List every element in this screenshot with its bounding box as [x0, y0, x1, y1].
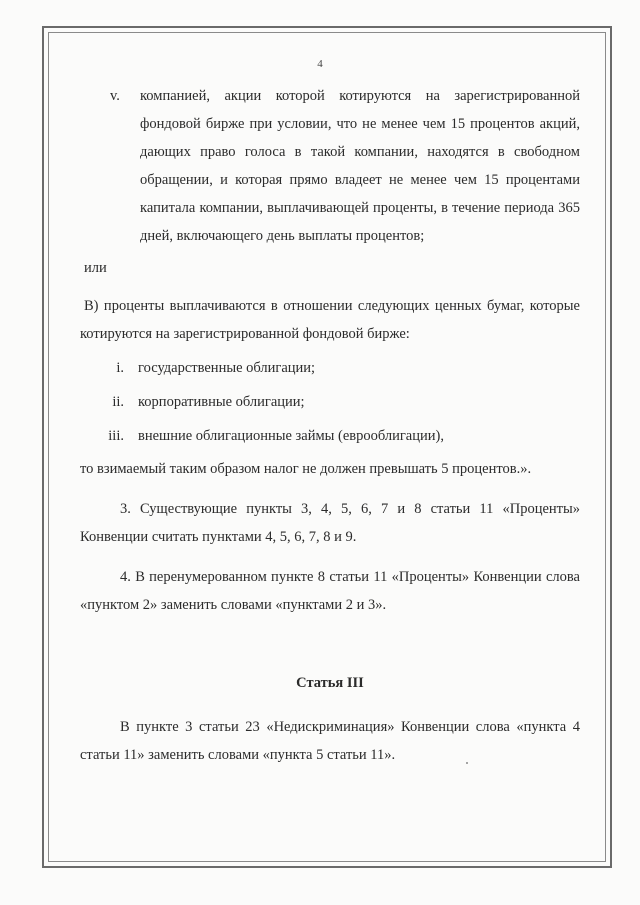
document-body: [80, 82, 580, 769]
sub-item-text: корпоративные облигации;: [138, 394, 305, 410]
paragraph-4: 4. В перенумерованном пункте 8 статьи 11 «Проценты» Конвенции слова «пунктом 2» заменить словами «пунктами 2 и 3».: [80, 569, 580, 613]
sub-item-text: государственные облигации;: [138, 360, 316, 376]
sub-item: [80, 388, 580, 416]
list-item-v: [110, 82, 580, 250]
sub-item: [80, 422, 580, 450]
paragraph-b: B) проценты выплачиваются в отношении следующих ценных бумаг, которые котируются на зарегистрированной фондовой бирже:: [80, 298, 580, 342]
list-marker: v.: [110, 88, 120, 104]
sub-item-number: iii.: [108, 428, 124, 444]
sub-item-number: i.: [116, 360, 124, 376]
article-heading: Статья III: [296, 675, 364, 691]
list-item-text: компанией, акции которой котируются на зарегистрированной фондовой бирже при условии, что не менее чем 15 процентов акций, дающих право голоса в такой компании, находятся в свободном обращении, и которая прямо владеет не менее чем 15 процентами капитала компании, выплачивающей проценты, в течение периода 365 дней, включающего день выплаты процентов;: [140, 88, 580, 244]
paragraph-3: 3. Существующие пункты 3, 4, 5, 6, 7 и 8 статьи 11 «Проценты» Конвенции считать пунктами 4, 5, 6, 7, 8 и 9.: [80, 501, 580, 545]
sub-item-number: ii.: [112, 394, 124, 410]
or-conjunction: или: [84, 260, 107, 276]
scan-speck: [466, 762, 468, 764]
closing-sentence: то взимаемый таким образом налог не должен превышать 5 процентов.».: [80, 461, 532, 477]
sub-item: [80, 354, 580, 382]
sub-item-text: внешние облигационные займы (еврооблигации),: [138, 428, 444, 444]
article-paragraph: В пункте 3 статьи 23 «Недискриминация» Конвенции слова «пункта 4 статьи 11» заменить словами «пункта 5 статьи 11».: [80, 719, 580, 763]
page-number: 4: [317, 58, 323, 70]
